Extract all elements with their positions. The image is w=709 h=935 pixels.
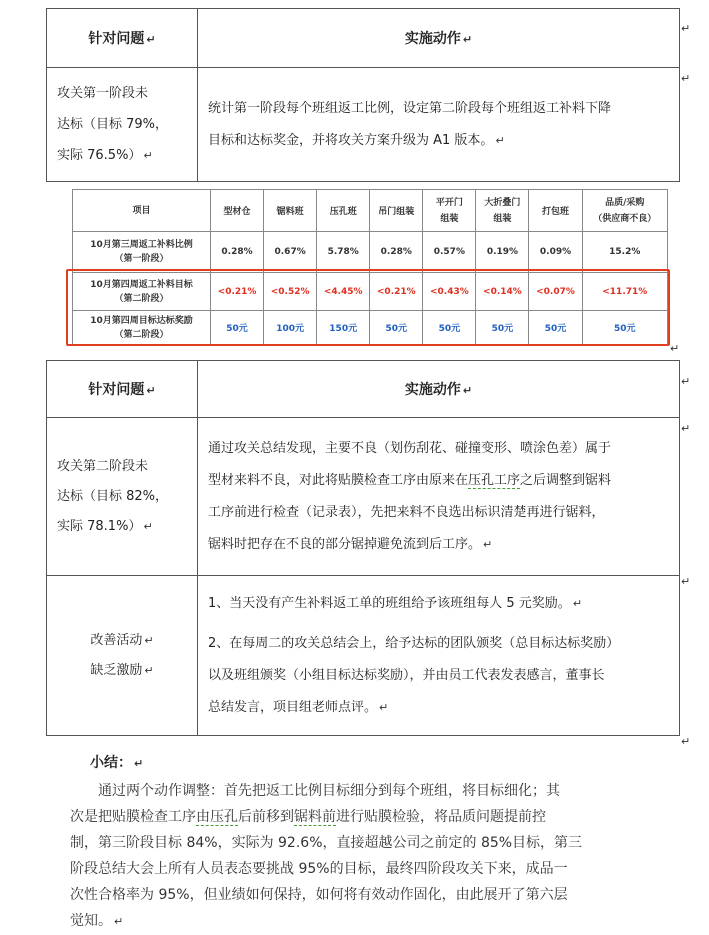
highlight-box	[66, 269, 670, 346]
issue-line: 攻关第一阶段未	[57, 86, 149, 101]
sheet-col-header-text: 锯料班	[276, 207, 304, 217]
sheet-col-header-text: 型材仓	[223, 207, 251, 217]
paragraph-mark: ↵	[462, 33, 473, 46]
sheet-header-row	[73, 190, 668, 232]
sheet-col-header-text: 组装	[440, 213, 459, 224]
sheet-row-label-text: （第二阶段）	[114, 293, 169, 304]
header-action-cell	[198, 9, 680, 68]
paragraph-mark: ↵	[681, 375, 691, 388]
action-line: 通过攻关总结发现，主要不良（划伤刮花、碰撞变形、喷涂色差）属于	[208, 440, 612, 456]
sheet-cell-target: <11.71%	[582, 273, 667, 311]
sheet-cell-reward: 50元	[370, 311, 423, 345]
header-issue: 针对问题	[88, 31, 145, 47]
sheet-row-label-text: 10月第四周目标达标奖励	[90, 315, 193, 326]
sheet-col-header-text: （供应商不良）	[593, 213, 657, 224]
paragraph-mark: ↵	[483, 537, 493, 551]
issue-cell	[47, 68, 198, 182]
sheet-cell-target: <0.52%	[264, 273, 317, 311]
sheet-row-label-text: （第一阶段）	[114, 254, 169, 264]
sheet-cell: 15.2%	[582, 232, 667, 273]
summary-line: 制，第三阶段目标 84%，实际为 92.6%，直接超越公司之前定的 85%目标，第三	[70, 835, 583, 851]
issue-line: 缺乏激励	[90, 662, 143, 678]
header-action-cell	[198, 361, 680, 418]
table-header-row	[47, 361, 680, 418]
sheet-cell: 0.28%	[211, 232, 264, 273]
sheet-col-header	[582, 190, 667, 232]
sheet-col-header	[211, 190, 264, 232]
sheet-row-label-text: 10月第三周返工补料比例	[90, 240, 193, 250]
paragraph-mark: ↵	[681, 22, 691, 35]
sheet-cell: 0.67%	[264, 232, 317, 273]
paragraph-mark: ↵	[379, 700, 389, 714]
paragraph-mark: ↵	[144, 663, 154, 677]
sheet-cell-target: <0.14%	[476, 273, 529, 311]
sheet-cell: 0.09%	[529, 232, 582, 273]
table-row	[47, 576, 680, 736]
paragraph-mark: ↵	[572, 596, 583, 610]
sheet-cell-reward: 50元	[476, 311, 529, 345]
sheet-row-label	[73, 232, 211, 273]
summary-line: 阶段总结大会上所有人员表态要挑战 95%的目标，最终四阶段攻关下来，成品一	[70, 861, 568, 877]
action-line: 工序前进行检查（记录表），先把来料不良选出标识清楚再进行锯料，	[208, 504, 605, 520]
sheet-cell-target: <4.45%	[317, 273, 370, 311]
sheet-cell-reward: 50元	[529, 311, 582, 345]
sheet-cell-target: <0.07%	[529, 273, 582, 311]
action-cell	[198, 418, 680, 576]
sheet-col-header	[476, 190, 529, 232]
sheet-col-header	[73, 190, 211, 232]
sheet-col-header	[529, 190, 582, 232]
summary-title: 小结：	[90, 755, 132, 771]
paragraph-mark: ↵	[144, 633, 154, 647]
action-line: 总结发言，项目组老师点评。	[208, 699, 378, 715]
sheet-cell: 5.78%	[317, 232, 370, 273]
table-row	[47, 68, 680, 182]
sheet-col-header-text: 品质/采购	[605, 197, 645, 208]
sheet-col-header	[370, 190, 423, 232]
issue-cell	[47, 576, 198, 736]
paragraph-mark: ↵	[146, 33, 156, 46]
sheet-cell-target: <0.21%	[370, 273, 423, 311]
sheet-col-header-text: 大折叠门	[484, 197, 521, 208]
summary-section	[70, 752, 630, 935]
summary-line: 觉知。	[70, 913, 112, 929]
issue-line: 攻关第二阶段未	[57, 458, 149, 474]
table-row	[47, 418, 680, 576]
paragraph-mark: ↵	[681, 72, 691, 85]
sheet-row-label-text: （第二阶段）	[114, 329, 169, 340]
action-line: 目标和达标奖金，并将攻关方案升级为 A1 版本。	[208, 132, 494, 148]
action-table-stage1	[46, 8, 680, 182]
issue-line: 改善活动	[90, 632, 143, 648]
paragraph-mark: ↵	[462, 384, 473, 397]
sheet-cell: 0.28%	[370, 232, 423, 273]
header-issue-cell	[47, 9, 198, 68]
sheet-cell-reward: 100元	[264, 311, 317, 345]
issue-line: 达标（目标 82%，	[57, 488, 169, 504]
paragraph-mark: ↵	[681, 422, 691, 435]
action-cell	[198, 576, 680, 736]
summary-line: 次是把贴膜检查工序由压孔后前移到锯料前进行贴膜检验，将品质问题提前控	[70, 809, 546, 825]
issue-line: 达标（目标 79%，	[57, 117, 169, 132]
paragraph-mark: ↵	[146, 384, 156, 397]
sheet-col-header-text: 打包班	[542, 207, 570, 217]
sheet-cell-reward: 50元	[211, 311, 264, 345]
sheet-cell-reward: 50元	[582, 311, 667, 345]
paragraph-mark: ↵	[681, 735, 691, 748]
summary-text	[70, 778, 630, 935]
summary-line: 次性合格率为 95%，但业绩如何保持，如何将有效动作固化，由此展开了第六层	[70, 887, 568, 903]
paragraph-mark: ↵	[143, 519, 153, 533]
sheet-cell: 0.57%	[423, 232, 476, 273]
sheet-col-header-text: 平开门	[435, 197, 463, 208]
action-table-stage2	[46, 360, 680, 736]
header-issue: 针对问题	[88, 382, 145, 398]
sheet-col-header-text: 项目	[132, 205, 151, 216]
action-line: 锯料时把存在不良的部分锯掉避免流到后工序。	[208, 536, 482, 552]
header-action: 实施动作	[404, 382, 461, 398]
sheet-cell-reward: 50元	[423, 311, 476, 345]
paragraph-mark: ↵	[134, 757, 144, 770]
paragraph-mark: ↵	[495, 133, 505, 147]
action-line: 型材来料不良，对此将贴膜检查工序由原来在压孔工序之后调整到锯料	[208, 472, 612, 488]
summary-line: 通过两个动作调整：首先把返工比例目标细分到每个班组，将目标细化；其	[98, 783, 560, 799]
embedded-spreadsheet-image	[60, 189, 672, 344]
issue-line: 实际 78.1%）	[57, 518, 142, 534]
sheet-col-header-text: 组装	[493, 213, 512, 224]
action-cell	[198, 68, 680, 182]
sheet-cell-reward: 150元	[317, 311, 370, 345]
sheet-col-header-text: 吊门组装	[378, 207, 415, 217]
issue-line: 实际 76.5%）	[57, 148, 142, 163]
header-action: 实施动作	[404, 31, 461, 47]
paragraph-mark: ↵	[681, 575, 691, 588]
sheet-row-stage1-ratio	[73, 232, 668, 273]
sheet-col-header	[317, 190, 370, 232]
sheet-cell: 0.19%	[476, 232, 529, 273]
action-line: 2、在每周二的攻关总结会上，给予达标的团队颁奖（总目标达标奖励）	[208, 635, 620, 651]
sheet-col-header	[264, 190, 317, 232]
table-header-row	[47, 9, 680, 68]
sheet-cell-target: <0.43%	[423, 273, 476, 311]
action-line: 统计第一阶段每个班组返工比例，设定第二阶段每个班组返工补料下降	[208, 100, 612, 116]
paragraph-mark: ↵	[143, 149, 153, 162]
sheet-col-header	[423, 190, 476, 232]
sheet-col-header-text: 压孔班	[329, 207, 357, 217]
action-line: 1、当天没有产生补料返工单的班组给予该班组每人 5 元奖励。	[208, 595, 571, 611]
paragraph-mark: ↵	[670, 342, 680, 355]
issue-cell	[47, 418, 198, 576]
action-line: 以及班组颁奖（小组目标达标奖励），并由员工代表发表感言，董事长	[208, 667, 605, 683]
header-issue-cell	[47, 361, 198, 418]
sheet-row-label-text: 10月第四周返工补料目标	[90, 279, 193, 290]
paragraph-mark: ↵	[114, 915, 124, 928]
sheet-cell-target: <0.21%	[211, 273, 264, 311]
